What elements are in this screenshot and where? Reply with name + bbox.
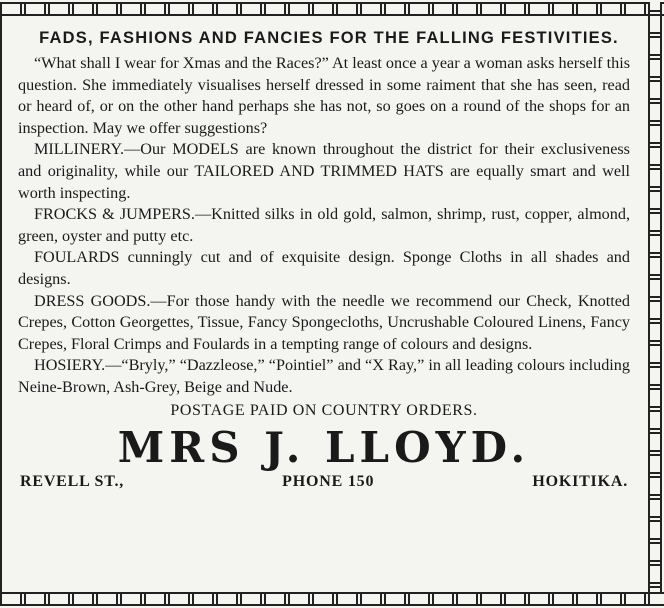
phone-number: PHONE 150 [282, 472, 375, 490]
right-decorative-border [648, 2, 662, 606]
ad-body [18, 28, 630, 491]
top-decorative-border [0, 2, 664, 16]
left-border-line [0, 2, 4, 606]
millinery-paragraph: MILLINERY.—Our MODELS are known throughout the district for their exclusiveness and originality, while our TAILORED AND TRIMMED HATS are equally smart and well worth inspecting. [18, 140, 630, 202]
town-name: HOKITIKA. [532, 472, 628, 490]
foulards-paragraph: FOULARDS cunningly cut and of exquisite design. Sponge Cloths in all shades and designs. [18, 248, 630, 288]
headline: FADS, FASHIONS AND FANCIES FOR THE FALLING FESTIVITIES. [39, 29, 619, 47]
footer-row [18, 473, 630, 491]
street-address: REVELL ST., [20, 472, 125, 490]
postage-notice: POSTAGE PAID ON COUNTRY ORDERS. [170, 401, 478, 419]
hosiery-paragraph: HOSIERY.—“Bryly,” “Dazzleose,” “Pointiel” and “X Ray,” in all leading colours including Neine-Brown, Ash-Grey, Beige and Nude. [18, 356, 630, 396]
bottom-decorative-border [0, 592, 664, 606]
dress-goods-paragraph: DRESS GOODS.—For those handy with the needle we recommend our Check, Knotted Crepes, Cotton Georgettes, Tissue, Fancy Spongecloths, Uncrushable Coloured Linens, Fancy Crepes, Floral Crimps and Foulards in a tempting range of colours and designs. [18, 291, 630, 353]
intro-paragraph: “What shall I wear for Xmas and the Races?” At least once a year a woman asks herself this question. She immediately visualises herself dressed in some raiment that she has seen, read or heard of, or on the other hand perhaps she has not, so goes on a round of the shops for an inspection. May we offer suggestions? [18, 54, 631, 137]
frocks-paragraph: FROCKS & JUMPERS.—Knitted silks in old gold, salmon, shrimp, rust, copper, almond, green, oyster and putty etc. [18, 205, 630, 245]
shop-name: MRS J. LLOYD. [117, 422, 531, 472]
